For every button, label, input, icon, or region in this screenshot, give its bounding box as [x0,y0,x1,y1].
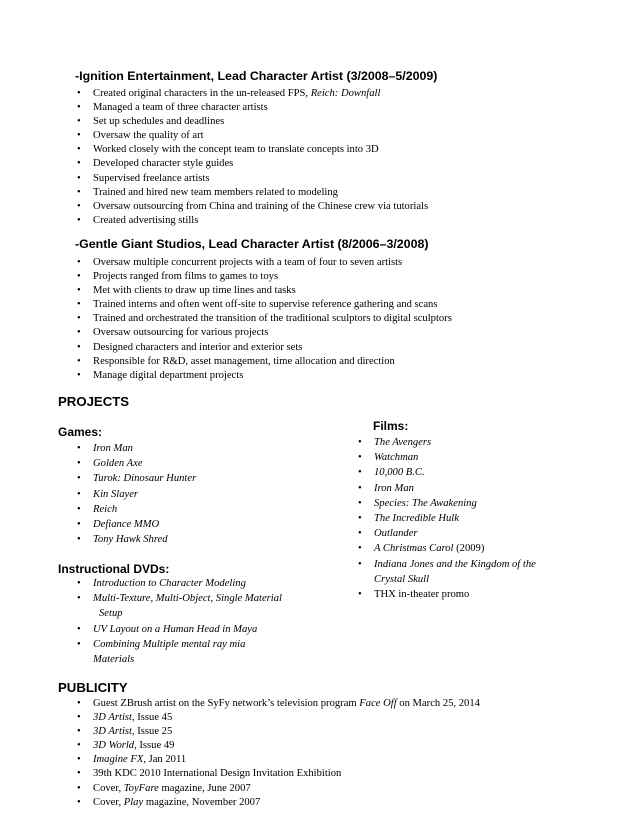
list-item: • Manage digital department projects [93,369,452,383]
list-item: • Iron Man [374,481,536,496]
list-item: • Responsible for R&D, asset management, time allocation and direction [93,355,452,369]
job-bullets-ignition [77,87,429,228]
list-item: • Oversaw multiple concurrent projects with a team of four to seven artists [93,256,452,270]
films-list [358,435,536,602]
list-item: • Oversaw the quality of art [93,129,428,143]
list-item: • Cover, Play magazine, November 2007 [93,796,480,810]
bullet-icon: • [77,355,81,367]
bullet-icon: • [77,593,81,605]
list-item: • Designed characters and interior and exterior sets [93,341,452,355]
list-item: • Indiana Jones and the Kingdom of the Crystal Skull [358,558,536,585]
bullet-icon: • [77,271,81,283]
dvds-heading: Instructional DVDs: [58,562,170,576]
bullet-icon: • [358,452,362,464]
list-item: • Trained and orchestrated the transition of the traditional sculptors to digital sculptors [93,312,452,326]
list-item: • THX in-theater promo [374,587,536,602]
bullet-icon: • [358,543,362,555]
list-item: • Oversaw outsourcing for various projects [93,326,452,340]
bullet-icon: • [77,257,81,268]
list-item: • Supervised freelance artists [93,172,428,186]
bullet-icon: • [358,497,362,509]
job-title-gentle-giant: -Gentle Giant Studios, Lead Character Artist (8/2006–3/2008) [75,237,429,251]
list-item: • Oversaw outsourcing from China and training of the Chinese crew via tutorials [93,200,428,214]
list-item: • Kin Slayer [93,487,196,502]
bullet-icon: • [77,144,81,156]
list-item: • UV Layout on a Human Head in Maya [93,622,282,637]
bullet-icon: • [77,712,81,724]
bullet-icon: • [77,519,81,531]
bullet-icon: • [77,488,81,500]
bullet-icon: • [77,754,81,766]
list-item: • Species: The Awakening [374,496,536,511]
publicity-list [77,697,480,810]
list-item: • 39th KDC 2010 International Design Invitation Exhibition [93,767,480,781]
list-item: • Trained and hired new team members related to modeling [93,186,428,200]
dvds-list [77,576,282,667]
bullet-icon: • [77,130,81,142]
list-item: • Iron Man [93,441,196,456]
list-item: • Reich [93,502,196,517]
bullet-icon: • [77,158,81,170]
games-heading: Games: [58,425,103,439]
list-item: • Watchman [374,450,536,465]
publicity-heading: PUBLICITY [58,680,128,695]
list-item: • Defiance MMO [93,517,196,532]
list-item: • Created original characters in the un-released FPS, Reich: Downfall [93,87,428,101]
bullet-icon: • [77,299,81,311]
bullet-icon: • [77,796,81,808]
bullet-icon: • [77,534,81,546]
list-item: • Developed character style guides [93,157,428,171]
list-item: • A Christmas Carol (2009) [374,541,536,556]
list-item: • Turok: Dinosaur Hunter [93,471,196,486]
bullet-icon: • [77,473,81,485]
list-item: • Set up schedules and deadlines [93,115,428,129]
list-item: • Created advertising stills [93,214,428,228]
list-item: • 10,000 B.C. [374,465,536,480]
list-item: • Met with clients to draw up time lines and tasks [93,284,452,298]
job-title-ignition: -Ignition Entertainment, Lead Character Artist (3/2008–5/2009) [75,69,438,83]
list-item: • Guest ZBrush artist on the SyFy network’s television program Face Off on March 25, 2014 [93,697,480,711]
list-item: • Combining Multiple mental ray mia Materials [77,638,246,666]
bullet-icon: • [77,327,81,339]
list-item: • Introduction to Character Modeling [93,576,282,591]
bullet-icon: • [77,443,81,454]
bullet-icon: • [77,102,81,114]
bullet-icon: • [358,437,362,448]
list-item: • Multi-Texture, Multi-Object, Single Material Setup [77,593,282,620]
projects-heading: PROJECTS [58,394,130,409]
bullet-icon: • [77,116,81,128]
list-item: • Imagine FX, Jan 2011 [93,753,480,767]
bullet-icon: • [77,623,81,635]
games-list [77,441,197,547]
bullet-icon: • [77,172,81,184]
list-item: • Managed a team of three character artists [93,101,428,115]
bullet-icon: • [358,558,362,570]
bullet-icon: • [358,589,362,601]
bullet-icon: • [358,528,362,540]
bullet-icon: • [358,513,362,525]
bullet-icon: • [77,186,81,198]
bullet-icon: • [77,578,81,589]
films-heading: Films: [373,419,409,433]
bullet-icon: • [77,214,81,226]
bullet-icon: • [77,313,81,325]
bullet-icon: • [77,341,81,353]
list-item: • Outlander [374,526,536,541]
list-item: • 3D World, Issue 49 [93,739,480,753]
list-item: • Golden Axe [93,456,196,471]
bullet-icon: • [358,467,362,479]
list-item: • Trained interns and often went off-site to supervise reference gathering and scans [93,298,452,312]
list-item: • The Incredible Hulk [374,511,536,526]
list-item: • 3D Artist, Issue 25 [93,725,480,739]
list-item: • Cover, ToyFare magazine, June 2007 [93,782,480,796]
list-item: • Projects ranged from films to games to toys [93,270,452,284]
bullet-icon: • [77,638,81,650]
bullet-icon: • [77,698,81,709]
list-item: • The Avengers [374,435,536,450]
list-item: • Worked closely with the concept team to translate concepts into 3D [93,143,428,157]
bullet-icon: • [77,458,81,470]
bullet-icon: • [358,482,362,494]
bullet-icon: • [77,768,81,780]
bullet-icon: • [77,285,81,297]
job-bullets-gentle-giant [77,256,452,383]
bullet-icon: • [77,782,81,794]
bullet-icon: • [77,369,81,381]
bullet-icon: • [77,503,81,515]
list-item: • Tony Hawk Shred [93,532,196,547]
list-item: • 3D Artist, Issue 45 [93,711,480,725]
bullet-icon: • [77,740,81,752]
bullet-icon: • [77,200,81,212]
bullet-icon: • [77,726,81,738]
bullet-icon: • [77,88,81,99]
